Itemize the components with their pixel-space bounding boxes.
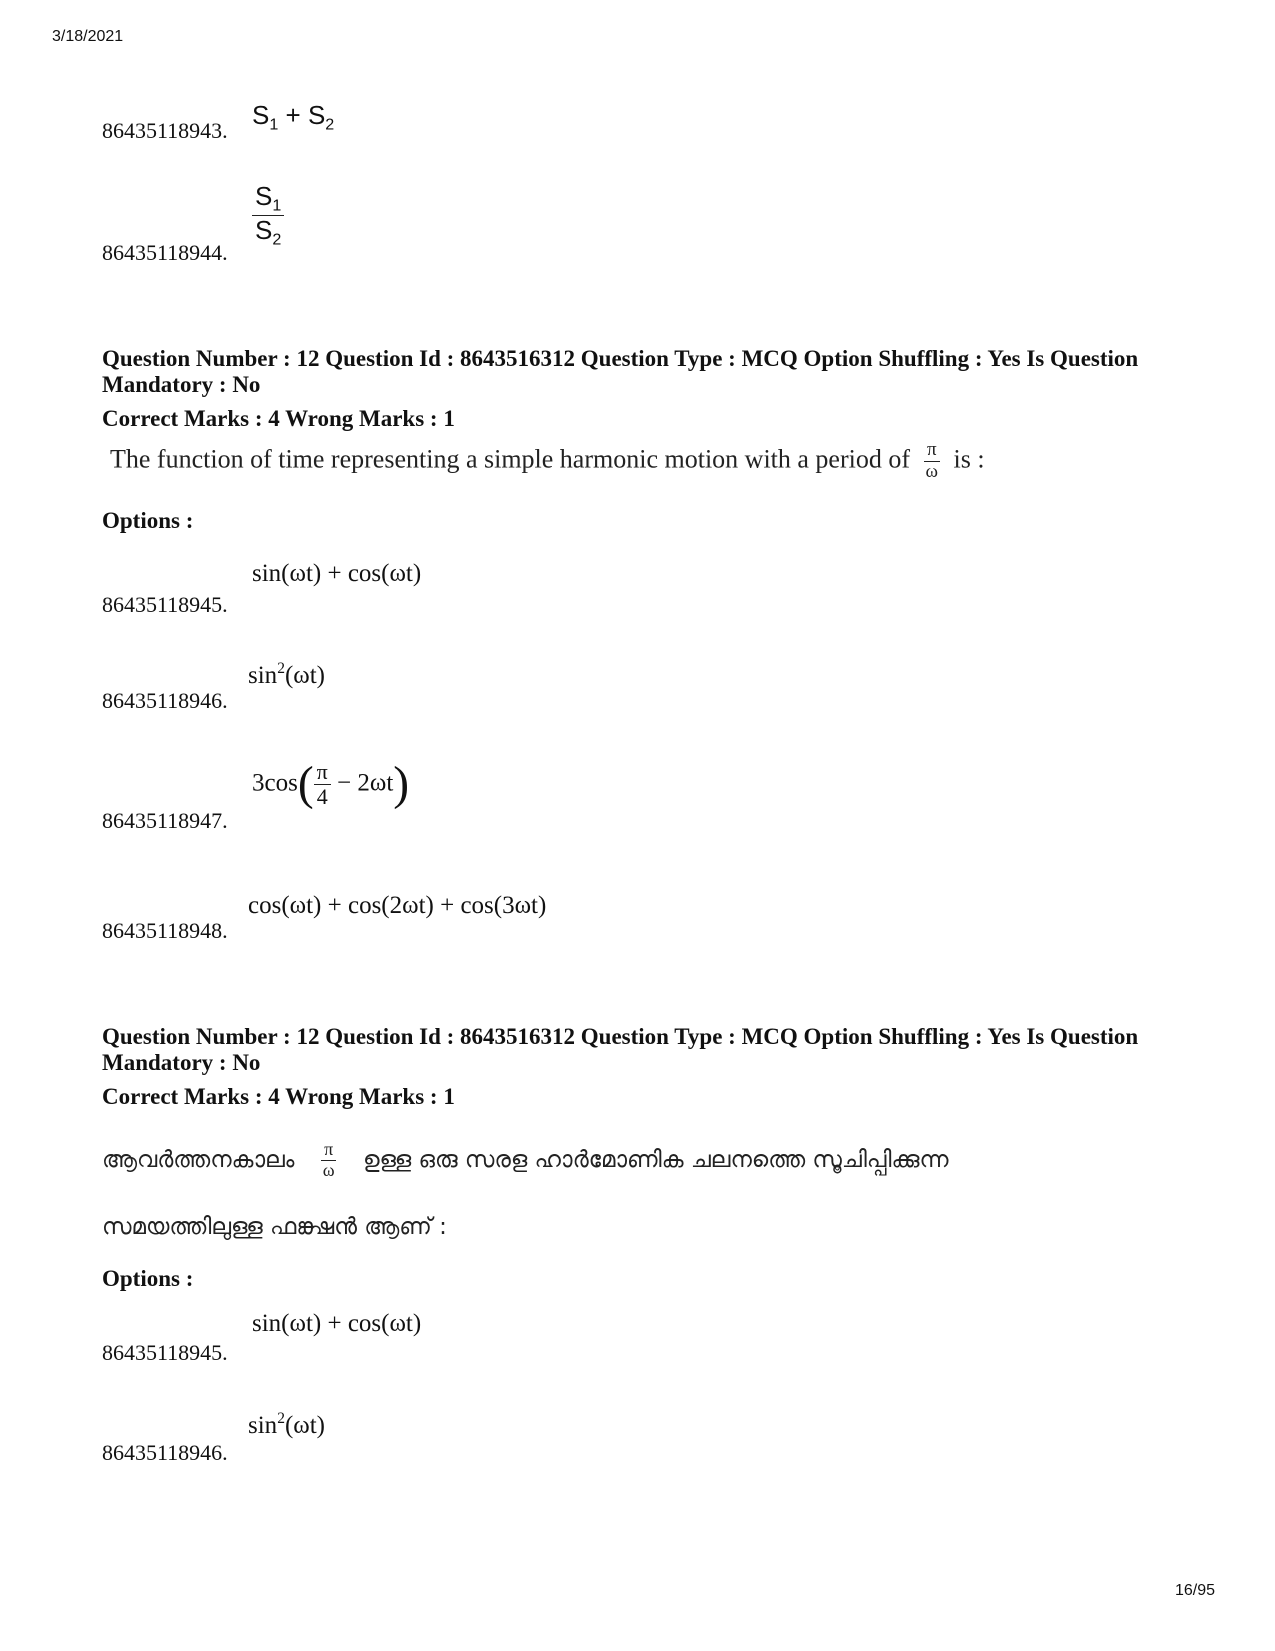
option-formula-c: 3cos( $\frac{\pi}{4}$ − 2ωt) (252, 757, 410, 810)
options-label-ml: Options : (102, 1266, 194, 1291)
option-formula-b: $\sin^2(\omega t)$ (248, 660, 325, 690)
period-fraction: $\frac{\pi}{\omega}$ (925, 439, 939, 482)
option-id: 86435118943. (102, 118, 228, 143)
question-marks-ml: Correct Marks : 4 Wrong Marks : 1 (102, 1084, 455, 1109)
option-id: 86435118945. (102, 592, 228, 617)
page-number: 16/95 (1175, 1582, 1216, 1599)
option-formula-b-ml: $\sin^2(\omega t)$ (248, 1410, 325, 1440)
option-id: 86435118946. (102, 1440, 228, 1465)
question-header: Question Number : 12 Question Id : 8643516312 Question Type : MCQ Option Shuffling : Yes Is Question Mandatory : No (102, 346, 1139, 397)
option-id: 86435118946. (102, 688, 228, 713)
option-formula-a-ml: sin(ωt) + cos(ωt) (252, 1310, 422, 1337)
question-text-ml-line1: ആവർത്തനകാലം $\frac{\pi}{\omega}$ ഉള്ള ഒരു സരള ഹാർമോണിക ചലനത്തെ സൂചിപ്പിക്കുന്ന (102, 1139, 949, 1180)
question-header-ml: Question Number : 12 Question Id : 8643516312 Question Type : MCQ Option Shuffling : Yes Is Question Mandatory : No (102, 1024, 1139, 1075)
option-id: 86435118948. (102, 918, 228, 943)
question-text-after: is : (953, 444, 985, 474)
options-label: Options : (102, 508, 194, 533)
option-formula-a: sin(ωt) + cos(ωt) (252, 560, 422, 587)
option-formula-s1-plus-s2: $S_1 + S_2$ (252, 100, 335, 134)
question-text (110, 440, 985, 483)
print-date: 3/18/2021 (52, 28, 124, 45)
question-text-ml-line2: സമയത്തിലുള്ള ഫങ്ക്ഷൻ ആണ് : (102, 1214, 447, 1240)
question-text-before: The function of time representing a simple harmonic motion with a period of (110, 444, 911, 474)
option-id: 86435118944. (102, 240, 228, 265)
option-id: 86435118947. (102, 808, 228, 833)
option-id: 86435118945. (102, 1340, 228, 1365)
period-fraction-ml: $\frac{\pi}{\omega}$ (322, 1139, 335, 1180)
option-formula-s1-over-s2: $\frac{S_1}{S_2}$ (252, 182, 284, 250)
question-marks: Correct Marks : 4 Wrong Marks : 1 (102, 406, 455, 431)
option-formula-d: cos(ωt) + cos(2ωt) + cos(3ωt) (248, 892, 547, 919)
